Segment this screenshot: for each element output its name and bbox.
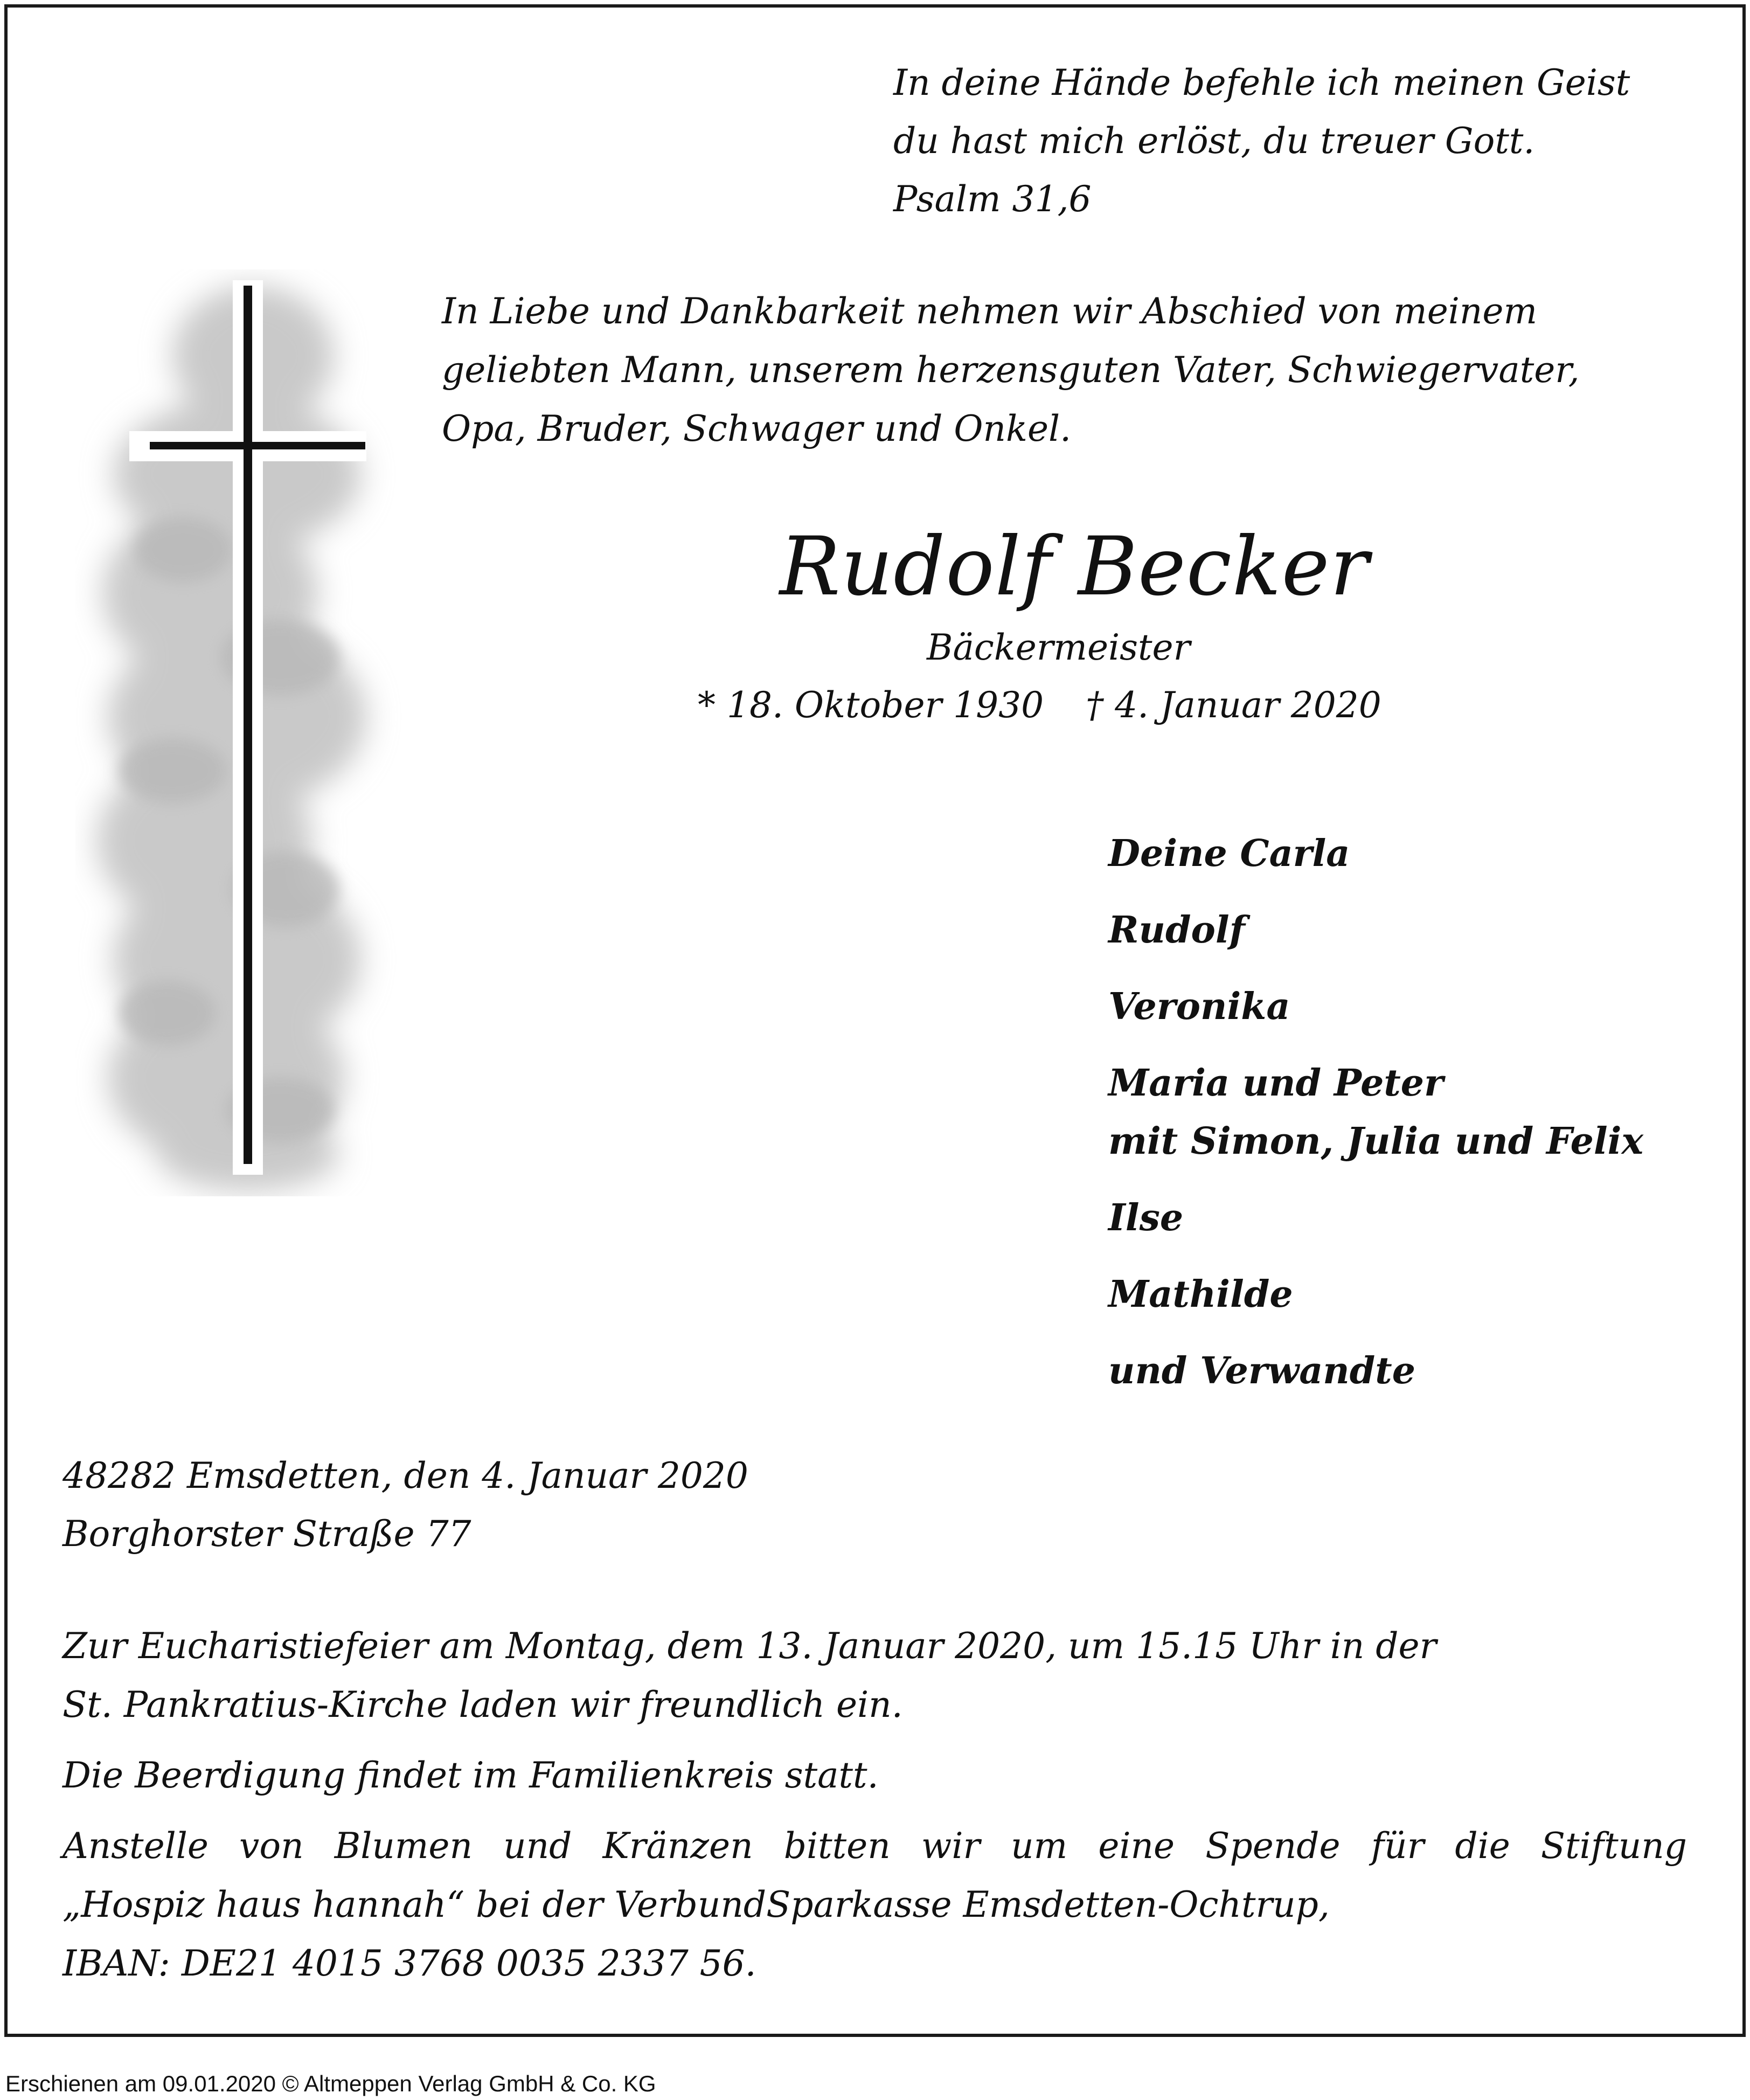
psalm-quote <box>893 54 1630 228</box>
mourner-name: Veronika <box>1108 985 1290 1028</box>
service-line-2: St. Pankratius-Kirche laden wir freundlich ein. <box>63 1684 903 1725</box>
mourner-name: Maria und Peter <box>1108 1062 1443 1105</box>
cross-icon <box>75 269 420 1196</box>
mourner-name: und Verwandte <box>1108 1349 1415 1392</box>
psalm-reference: Psalm 31,6 <box>893 178 1092 220</box>
donation-line-2: „Hospiz haus hannah“ bei der VerbundSparkasse Emsdetten-Ochtrup, <box>63 1884 1330 1925</box>
psalm-line-1: In deine Hände befehle ich meinen Geist <box>893 62 1630 103</box>
service-line-1: Zur Eucharistiefeier am Montag, dem 13. Januar 2020, um 15.15 Uhr in der <box>63 1625 1437 1667</box>
death-date: † 4. Januar 2020 <box>1086 684 1381 726</box>
burial-line: Die Beerdigung findet im Familienkreis statt. <box>63 1755 879 1796</box>
intro-line-3: Opa, Bruder, Schwager und Onkel. <box>442 408 1072 449</box>
mourner-name: Deine Carla <box>1108 832 1350 875</box>
deceased-occupation: Bäckermeister <box>927 627 1191 668</box>
life-dates <box>698 684 1381 726</box>
service-notice <box>63 1617 1687 1734</box>
mourner-family <box>1108 1054 1643 1170</box>
mourner-name: Ilse <box>1108 1196 1184 1239</box>
place-and-address <box>63 1447 748 1563</box>
mourner-name: Mathilde <box>1108 1273 1293 1316</box>
donation-line-1: Anstelle von Blumen und Kränzen bitten wir um eine Spende für die Stiftung <box>63 1825 1687 1867</box>
mourners-list <box>1108 824 1643 1418</box>
publication-footer: Erschienen am 09.01.2020 © Altmeppen Verlag GmbH & Co. KG <box>5 2071 656 2096</box>
deceased-name: Rudolf Becker <box>779 520 1370 614</box>
mourner-name: mit Simon, Julia und Felix <box>1108 1120 1644 1163</box>
donation-notice <box>63 1817 1687 1993</box>
burial-notice <box>63 1746 1687 1805</box>
psalm-line-2: du hast mich erlöst, du treuer Gott. <box>893 120 1535 162</box>
donation-line-3: IBAN: DE21 4015 3768 0035 2337 56. <box>63 1943 756 1984</box>
birth-date: * 18. Oktober 1930 <box>698 684 1044 726</box>
intro-line-2: geliebten Mann, unserem herzensguten Vater, Schwiegervater, <box>442 349 1580 391</box>
place-date: 48282 Emsdetten, den 4. Januar 2020 <box>63 1455 748 1496</box>
cross-illustration <box>75 269 420 1196</box>
intro-line-1: In Liebe und Dankbarkeit nehmen wir Abschied von meinem <box>442 290 1538 332</box>
mourner-name: Rudolf <box>1108 909 1245 952</box>
street-address: Borghorster Straße 77 <box>63 1513 471 1555</box>
intro-text <box>442 282 1580 458</box>
funeral-notes <box>63 1617 1687 2005</box>
